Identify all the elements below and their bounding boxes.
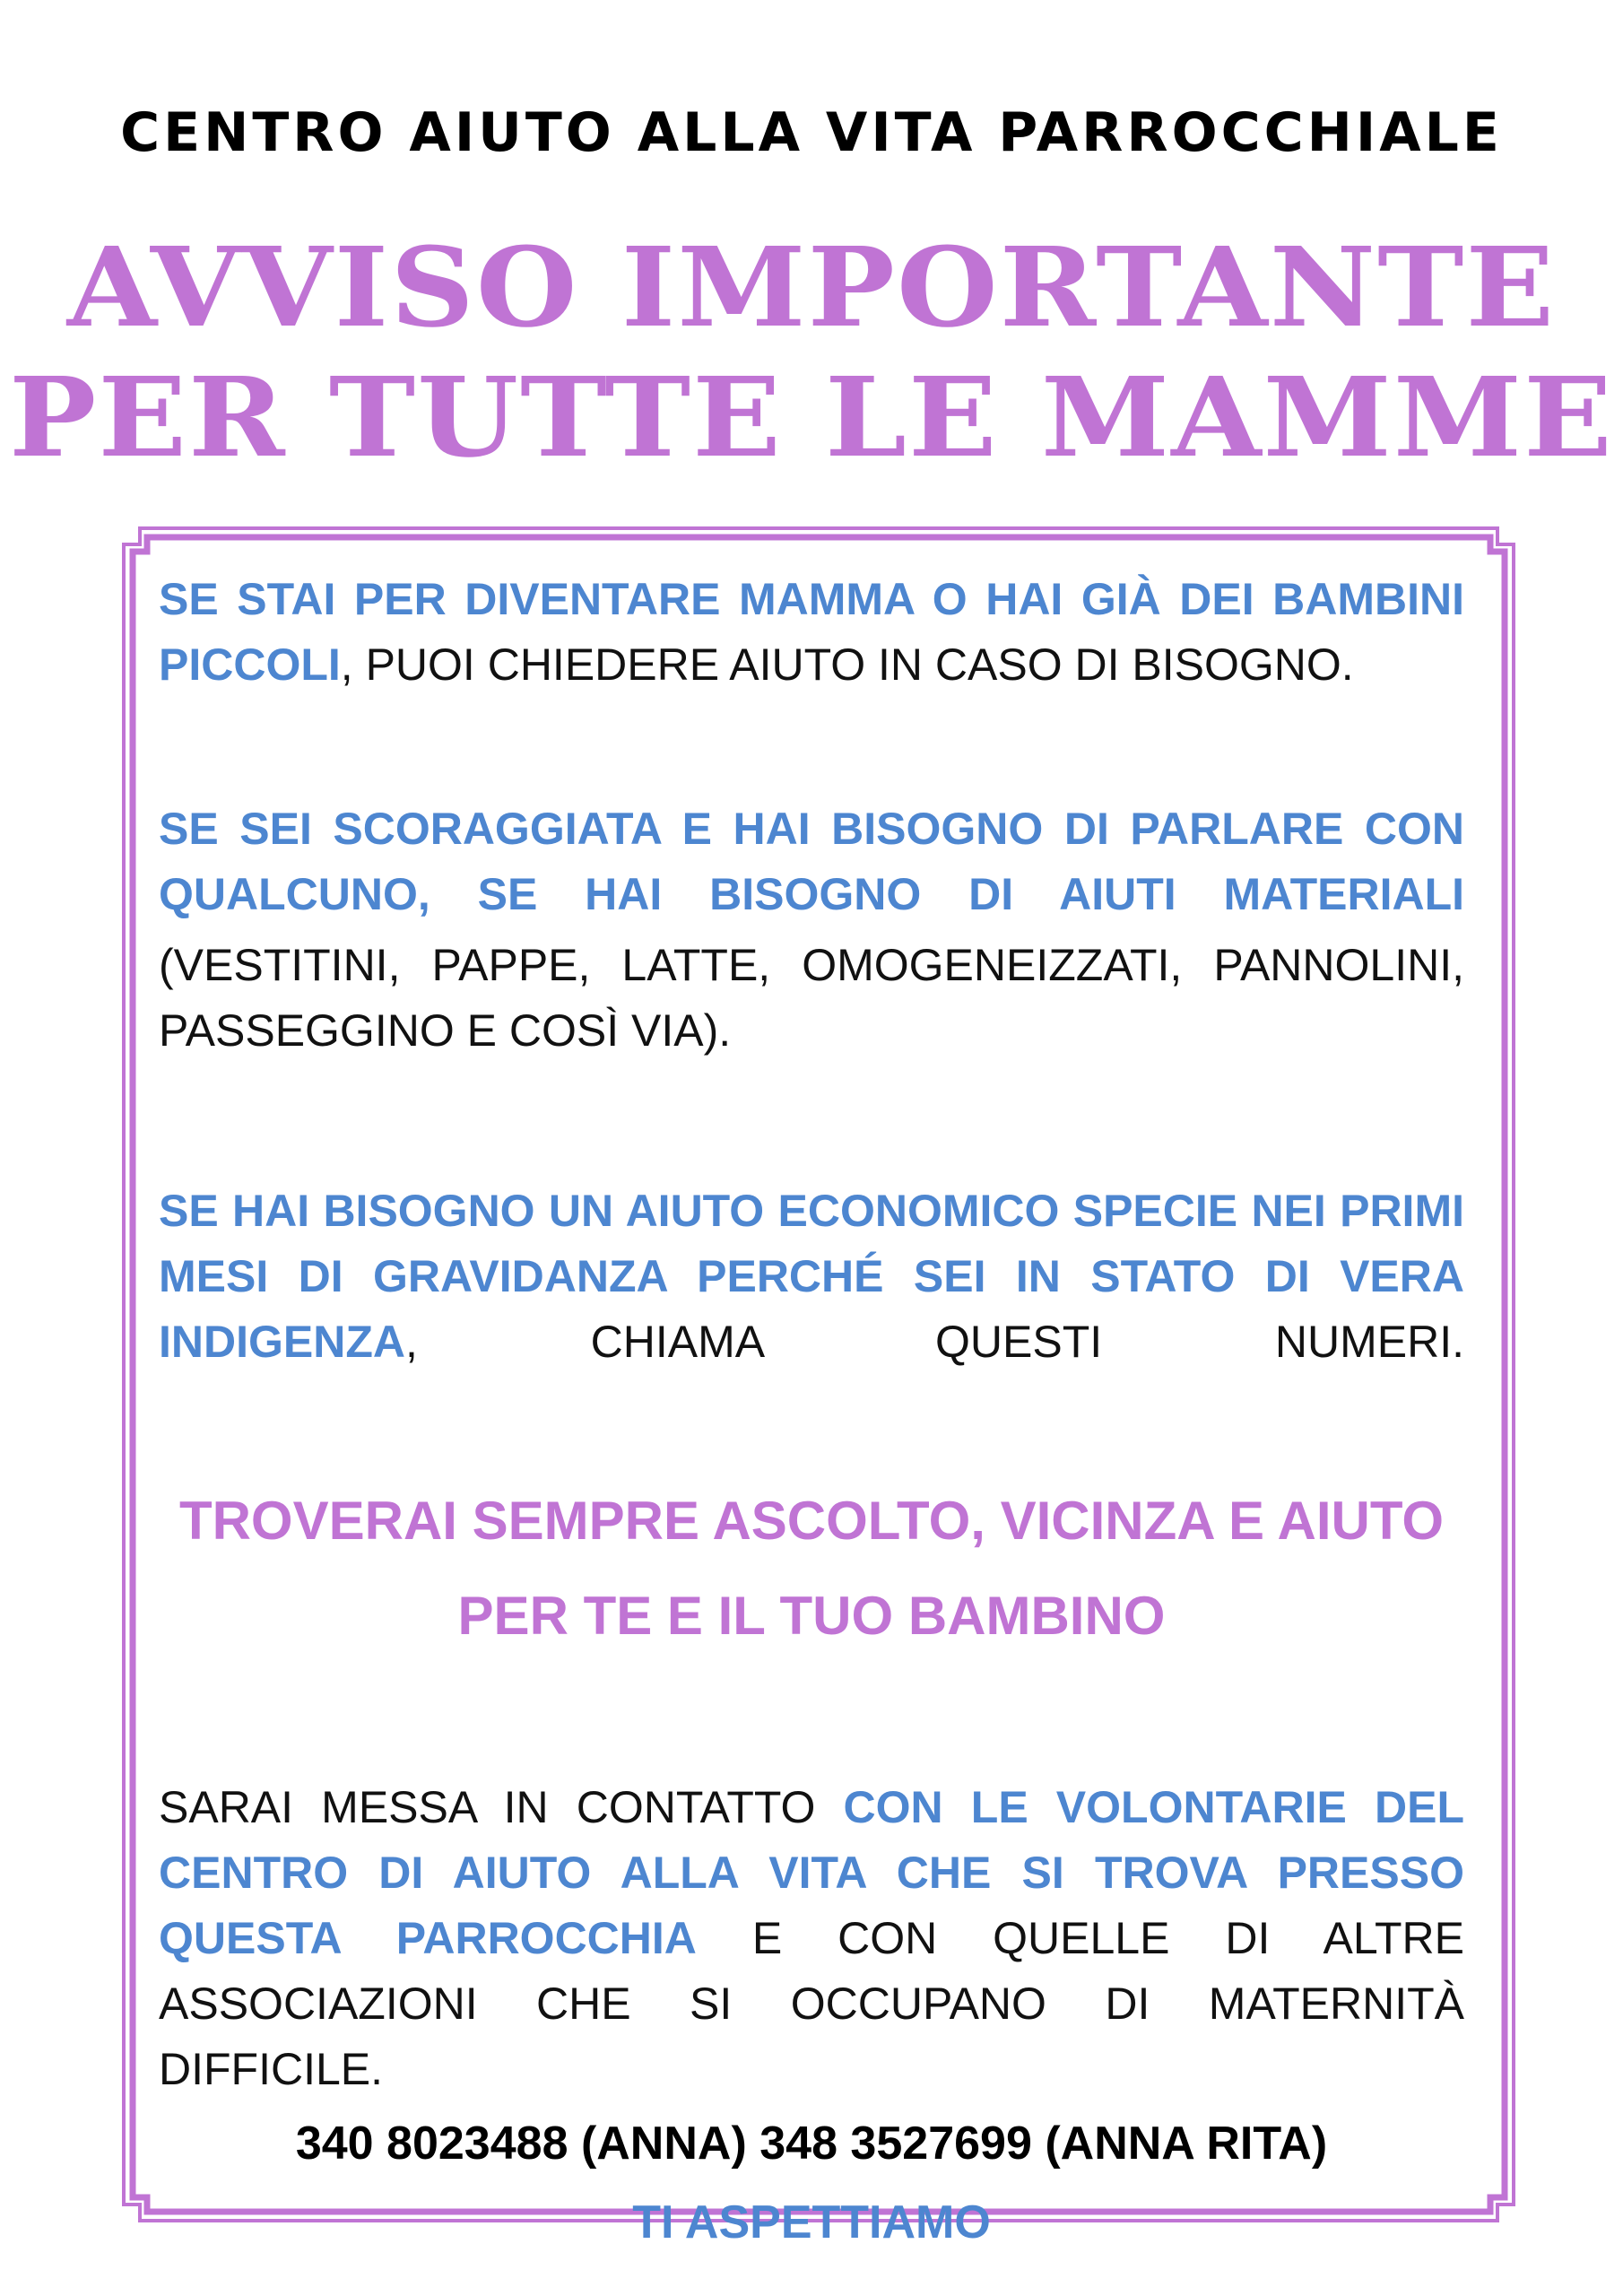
paragraph-economic-help — [159, 1178, 1464, 1375]
paragraph-discouraged — [159, 796, 1464, 927]
paragraph-economic-rest: , CHIAMA QUESTI NUMERI. — [405, 1317, 1464, 1367]
phone-numbers: 340 8023488 (ANNA) 348 3527699 (ANNA RITA) — [295, 2118, 1328, 2170]
highlight-line-1: TROVERAI SEMPRE ASCOLTO, VICINZA E AIUTO — [178, 1491, 1445, 1551]
material-items-list: (VESTITINI, PAPPE, LATTE, OMOGENEIZZATI, PANNOLINI, PASSEGGINO E COSÌ VIA). — [159, 940, 1464, 1056]
title-line-2: PER TUTTE LE MAMME — [9, 352, 1614, 482]
title-line-1: AVVISO IMPORTANTE — [66, 222, 1557, 352]
paragraph-contact-rest: E CON QUELLE DI ALTRE ASSOCIAZIONI CHE SI OCCUPANO DI MATERNITÀ DIFFICILE. — [159, 1913, 1465, 2094]
paragraph-economic-emphasis: SE HAI BISOGNO UN AIUTO ECONOMICO SPECIE NEI PRIMI MESI DI GRAVIDANZA PERCHÉ SEI IN STATO DI VERA INDIGENZA — [159, 1186, 1464, 1367]
paragraph-contact-emphasis: CON LE VOLONTARIE DEL CENTRO DI AIUTO ALLA VITA CHE SI TROVA PRESSO QUESTA PARROCCHIA — [159, 1782, 1465, 1963]
paragraph-pregnancy — [159, 567, 1464, 698]
paragraph-contact — [159, 1775, 1464, 2102]
paragraph-pregnancy-rest: , PUOI CHIEDERE AIUTO IN CASO DI BISOGNO. — [340, 639, 1354, 690]
paragraph-pregnancy-emphasis: SE STAI PER DIVENTARE MAMMA O HAI GIÀ DEI BAMBINI PICCOLI — [159, 574, 1464, 690]
highlight-message — [159, 1474, 1464, 1664]
paragraph-material-items — [159, 933, 1464, 1064]
notice-body — [159, 567, 1464, 2258]
closing-message: TI ASPETTIAMO — [632, 2196, 991, 2248]
organization-name: CENTRO AIUTO ALLA VITA PARROCCHIALE — [120, 101, 1503, 164]
paragraph-contact-start: SARAI MESSA IN CONTATTO — [159, 1782, 844, 1832]
highlight-line-2: PER TE E IL TUO BAMBINO — [457, 1586, 1166, 1646]
paragraph-discouraged-emphasis: SE SEI SCORAGGIATA E HAI BISOGNO DI PARLARE CON QUALCUNO, SE HAI BISOGNO DI AIUTI MATERIALI — [159, 804, 1464, 919]
